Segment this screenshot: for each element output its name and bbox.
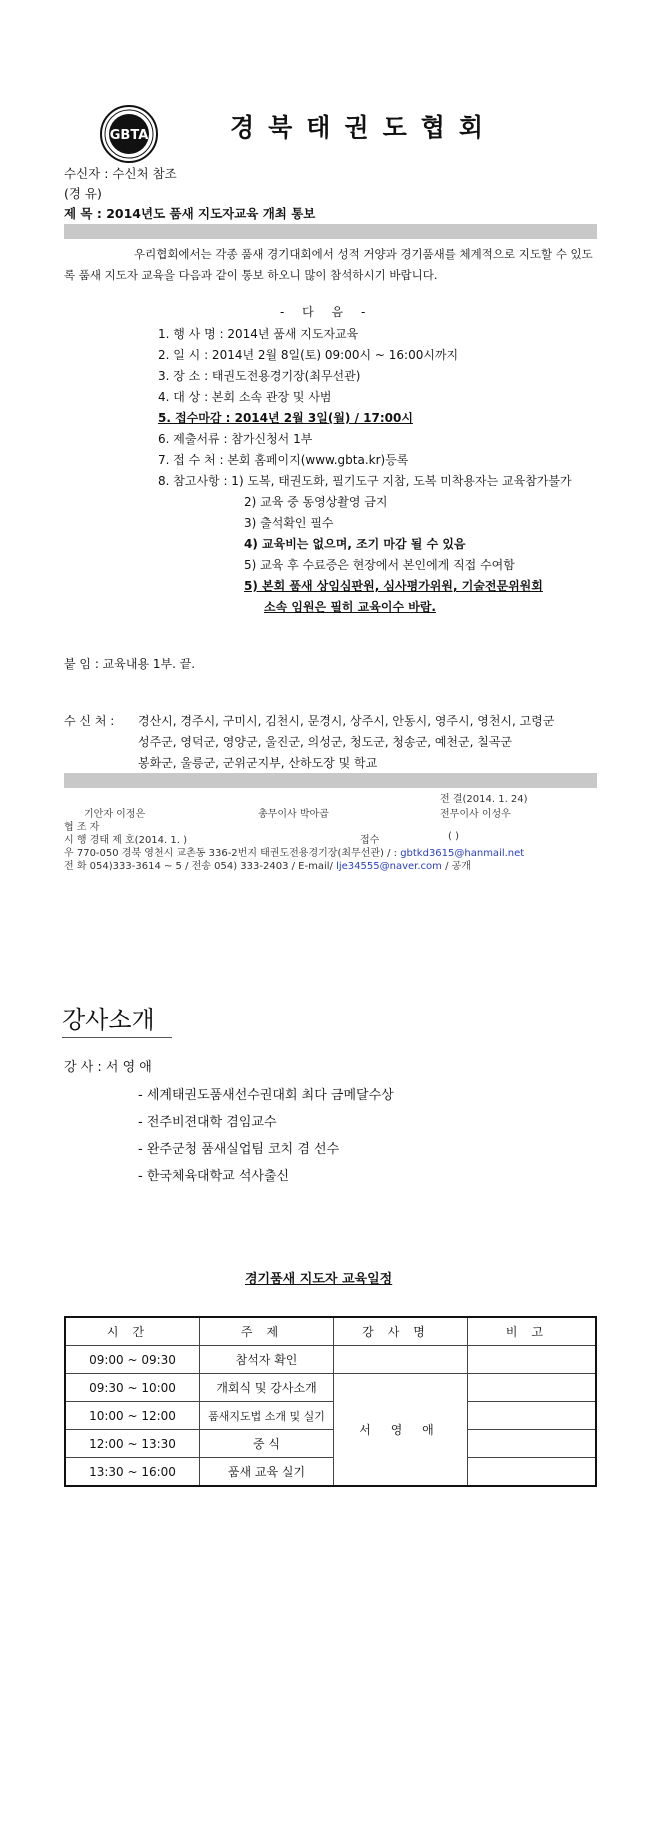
- note-3: 3) 출석확인 필수: [244, 516, 334, 530]
- note-4: 4) 교육비는 없으며, 조기 마감 될 수 있음: [244, 537, 466, 551]
- recipients-line-1: 경산시, 경주시, 구미시, 김천시, 문경시, 상주시, 안동시, 영주시, 영천시, 고령군: [138, 714, 555, 728]
- table-header-row: [65, 1317, 596, 1346]
- public-label: / 공개: [445, 861, 471, 872]
- subject-line: 제 목 : 2014년도 품새 지도자교육 개최 통보: [64, 206, 316, 221]
- row-time: 13:30 ~ 16:00: [65, 1458, 200, 1487]
- schedule-table: [64, 1316, 597, 1487]
- item-2: 2. 일 시 : 2014년 2월 8일(토) 09:00시 ~ 16:00시까지: [158, 348, 459, 362]
- item-5: 5. 접수마감 : 2014년 2월 3일(월) / 17:00시: [158, 411, 413, 425]
- row-time: 12:00 ~ 13:30: [65, 1430, 200, 1458]
- instructor-bullet-4: - 한국체육대학교 석사출신: [138, 1169, 290, 1184]
- row-topic: 개회식 및 강사소개: [200, 1374, 334, 1402]
- table-row: [65, 1374, 596, 1402]
- table-row: [65, 1458, 596, 1487]
- phone-body: 전 화 054)333-3614 ~ 5 / 전송 054) 333-2403 / E-mail/: [64, 861, 333, 872]
- note-5: 5) 교육 후 수료증은 현장에서 본인에게 직접 수여함: [244, 558, 515, 572]
- row-instructor: 서 영 애: [334, 1374, 468, 1487]
- header-remarks: 비고: [468, 1317, 597, 1346]
- table-row: [65, 1430, 596, 1458]
- item-1: 1. 행 사 명 : 2014년 품새 지도자교육: [158, 327, 359, 341]
- item-4: 4. 대 상 : 본회 소속 관장 및 사범: [158, 390, 332, 404]
- header-instructor: 강사명: [334, 1317, 468, 1346]
- row-topic: 참석자 확인: [200, 1346, 334, 1374]
- instructor-bullet-3: - 완주군청 품새실업팀 코치 겸 선수: [138, 1142, 340, 1157]
- row-remarks: [468, 1402, 597, 1430]
- row-instructor-empty: [334, 1346, 468, 1374]
- row-topic: 품새지도법 소개 및 실기: [200, 1402, 334, 1430]
- row-remarks: [468, 1430, 597, 1458]
- header-topic: 주제: [200, 1317, 334, 1346]
- row-remarks: [468, 1374, 597, 1402]
- da-eum-heading: - 다 음 -: [280, 305, 366, 319]
- via-line: (경 유): [64, 186, 102, 201]
- item-3: 3. 장 소 : 태권도전용경기장(최무선관): [158, 369, 361, 383]
- row-time: 09:00 ~ 09:30: [65, 1346, 200, 1374]
- instructor-name: 강 사 : 서 영 애: [64, 1060, 152, 1075]
- receipt-text: 접수: [360, 835, 380, 846]
- director-text: 전무이사 이성우: [440, 809, 511, 820]
- intro-paragraph: 우리협회에서는 각종 품새 경기대회에서 성적 거양과 경기품새를 체계적으로 지도할 수 있도록 품새 지도자 교육을 다음과 같이 통보 하오니 많이 참석하시기 바랍니다.: [64, 247, 593, 282]
- row-remarks: [468, 1458, 597, 1487]
- recipient-line: 수신자 : 수신처 참조: [64, 166, 177, 181]
- header-time: 시간: [65, 1317, 200, 1346]
- row-remarks: [468, 1346, 597, 1374]
- schedule-title: 경기품새 지도자 교육일정: [245, 1272, 393, 1287]
- email-link-2[interactable]: lje34555@naver.com: [336, 861, 442, 872]
- note-6: 5) 본회 품새 상임심판원, 심사평가위원, 기술전문위원회: [244, 579, 543, 593]
- email-link-1[interactable]: gbtkd3615@hanmail.net: [400, 848, 525, 859]
- exec-text: 시 행 경태 제 호(2014. 1. ): [64, 835, 188, 846]
- instructor-bullet-1: - 세계태권도품새선수권대회 최다 금메달수상: [138, 1088, 394, 1103]
- row-time: 10:00 ~ 12:00: [65, 1402, 200, 1430]
- divider-bar: [64, 224, 597, 239]
- row-topic: 중 식: [200, 1430, 334, 1458]
- approval-text: 전 결(2014. 1. 24): [440, 794, 528, 805]
- attachment-line: 붙 임 : 교육내용 1부. 끝.: [64, 657, 196, 671]
- cooperator-text: 협 조 자: [64, 822, 100, 833]
- drafter-text: 기안자 이정은: [84, 809, 146, 820]
- manager-text: 총무이사 박아곱: [258, 809, 329, 820]
- note-2: 2) 교육 중 동영상촬영 금지: [244, 495, 388, 509]
- recipients-line-3: 봉화군, 울릉군, 군위군지부, 산하도장 및 학교: [138, 756, 378, 770]
- org-name: 경북태권도협회: [230, 113, 498, 142]
- item-8: 8. 참고사항 : 1) 도복, 태권도화, 필기도구 지참, 도복 미착용자는 교육참가불가: [158, 474, 572, 488]
- instructor-section-title: 강사소개: [62, 1000, 172, 1038]
- address-body: 우 770-050 경북 영천시 교촌동 336-2번지 태권도전용경기장(최무선관) / :: [64, 848, 397, 859]
- row-topic: 품새 교육 실기: [200, 1458, 334, 1487]
- note-6-cont: 소속 임원은 필히 교육이수 바람.: [264, 600, 436, 614]
- logo-text: GBTA: [109, 128, 149, 143]
- instructor-bullet-2: - 전주비젼대학 겸임교수: [138, 1115, 277, 1130]
- table-row: [65, 1402, 596, 1430]
- row-time: 09:30 ~ 10:00: [65, 1374, 200, 1402]
- footer-divider-bar: [64, 773, 597, 788]
- recipients-line-2: 성주군, 영덕군, 영양군, 울진군, 의성군, 청도군, 청송군, 예천군, 칠곡군: [138, 735, 513, 749]
- item-7: 7. 접 수 처 : 본회 홈페이지(www.gbta.kr)등록: [158, 453, 409, 467]
- table-row: [65, 1346, 596, 1374]
- association-logo: [100, 105, 158, 163]
- item-6: 6. 제출서류 : 참가신청서 1부: [158, 432, 313, 446]
- recipients-label: 수 신 처 :: [64, 714, 115, 728]
- phone-text: [64, 857, 471, 872]
- receipt-paren: ( ): [448, 831, 459, 842]
